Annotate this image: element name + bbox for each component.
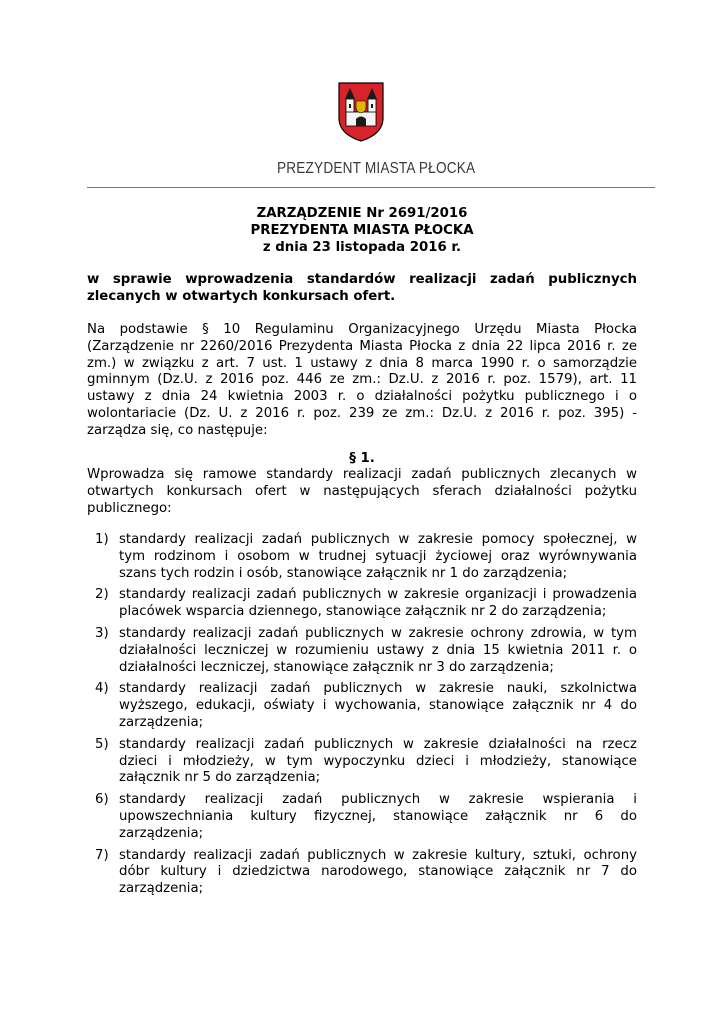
list-item-line: dóbr kultury i dziedzictwa narodowego, stanowiące załącznik nr 7 do	[119, 864, 637, 880]
title-line-1: ZARZĄDZENIE Nr 2691/2016	[256, 206, 468, 221]
list-item-number: 1)	[95, 532, 109, 547]
intro-line: Wprowadza się ramowe standardy realizacji zadań publicznych zlecanych w	[87, 467, 637, 482]
basis-line: zm.) w związku z art. 7 ust. 1 ustawy z dnia 8 marca 1990 r. o samorządzie	[87, 355, 637, 371]
plock-coat-of-arms-icon	[338, 82, 384, 142]
list-item-line: wyższego, edukacji, oświaty i wychowania, stanowiące załącznik nr 4 do	[119, 698, 637, 714]
subject-line-2: zlecanych w otwartych konkursach ofert.	[87, 288, 396, 304]
list-item-number: 6)	[95, 792, 109, 808]
basis-line: gminnym (Dz.U. z 2016 poz. 446 ze zm.: Dz.U. z 2016 r. poz. 1579), art. 11	[87, 372, 637, 388]
list-item-number: 4)	[95, 681, 109, 697]
basis-line: wolontariacie (Dz. U. z 2016 r. poz. 239 ze zm.: Dz.U. z 2016 r. poz. 395) -	[87, 405, 637, 421]
list-item-line: działalności leczniczej w rozumieniu ustawy z dnia 15 kwietnia 2011 r. o	[119, 642, 637, 658]
list-item	[87, 626, 637, 676]
list-item-line: standardy realizacji zadań publicznych w zakresie pomocy społecznej, w	[119, 532, 637, 547]
section-intro	[87, 467, 637, 517]
section-heading: § 1.	[349, 451, 375, 466]
list-item-line: tym rodzinom i osobom w trudnej sytuacji życiowej oraz wyrównywania	[119, 548, 637, 564]
list-item-line: szans tych rodzin i osób, stanowiące załącznik nr 1 do zarządzenia;	[119, 565, 568, 581]
list-item	[87, 587, 637, 621]
standards-list	[87, 532, 637, 903]
basis-line: Na podstawie § 10 Regulaminu Organizacyjnego Urzędu Miasta Płocka	[87, 322, 637, 337]
document-subject	[87, 272, 637, 306]
list-item-line: zarządzenia;	[119, 825, 204, 841]
legal-basis	[87, 322, 637, 440]
intro-line: publicznego:	[87, 500, 172, 516]
list-item-line: upowszechniania kultury fizycznej, stanowiące załącznik nr 6 do	[119, 808, 637, 824]
list-item-line: standardy realizacji zadań publicznych w zakresie nauki, szkolnictwa	[119, 681, 637, 697]
list-item-number: 3)	[95, 625, 109, 641]
intro-line: otwartych konkursach ofert w następujących sferach działalności pożytku	[87, 483, 637, 499]
list-item-line: standardy realizacji zadań publicznych w zakresie organizacji i prowadzenia	[119, 587, 637, 603]
list-item-number: 2)	[95, 587, 109, 603]
header-divider	[87, 187, 655, 188]
subject-line-1: w sprawie wprowadzenia standardów realizacji zadań publicznych	[87, 272, 637, 287]
list-item-line: zarządzenia;	[119, 881, 204, 897]
list-item-line: standardy realizacji zadań publicznych w zakresie ochrony zdrowia, w tym	[119, 625, 637, 641]
basis-line: ustawy z dnia 24 kwietnia 2003 r. o działalności pożytku publicznego i o	[87, 389, 637, 405]
title-line-2: PREZYDENTA MIASTA PŁOCKA	[250, 222, 474, 238]
basis-line: (Zarządzenie nr 2260/2016 Prezydenta Miasta Płocka z dnia 22 lipca 2016 r. ze	[87, 338, 637, 354]
list-item	[87, 737, 637, 787]
basis-line: zarządza się, co następuje:	[87, 422, 268, 438]
list-item-line: placówek wsparcia dziennego, stanowiące załącznik nr 2 do zarządzenia;	[119, 604, 607, 620]
list-item	[87, 681, 637, 731]
document-title	[87, 206, 637, 256]
list-item-line: działalności leczniczej, stanowiące załącznik nr 3 do zarządzenia;	[119, 659, 554, 675]
list-item-line: załącznik nr 5 do zarządzenia;	[119, 770, 321, 786]
list-item	[87, 848, 637, 898]
title-line-3: z dnia 23 listopada 2016 r.	[262, 239, 462, 255]
list-item-line: dzieci i młodzieży, w tym wypoczynku dzieci i młodzieży, stanowiące	[119, 753, 637, 769]
list-item-line: standardy realizacji zadań publicznych w zakresie wspierania i	[119, 792, 637, 808]
list-item	[87, 532, 637, 582]
list-item-line: standardy realizacji zadań publicznych w zakresie kultury, sztuki, ochrony	[119, 847, 637, 863]
list-item-number: 7)	[95, 847, 109, 863]
list-item	[87, 792, 637, 842]
list-item-line: standardy realizacji zadań publicznych w zakresie działalności na rzecz	[119, 736, 637, 752]
list-item-number: 5)	[95, 736, 109, 752]
list-item-line: zarządzenia;	[119, 714, 204, 730]
